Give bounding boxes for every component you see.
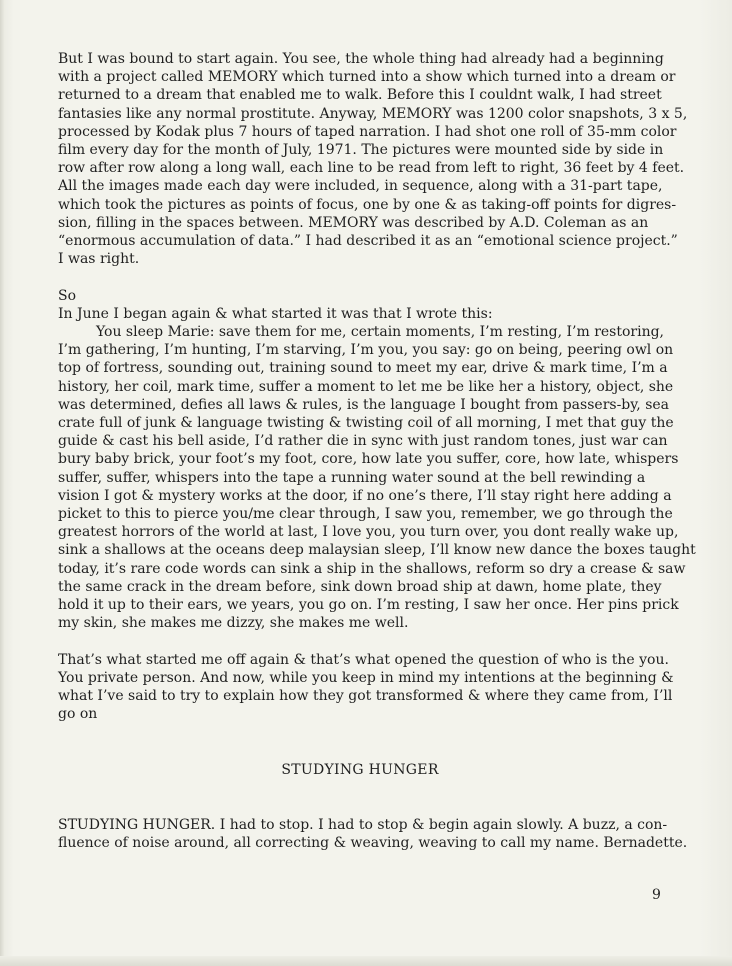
text-line: go on: [58, 706, 98, 723]
text-line: I’m gathering, I’m hunting, I’m starving, I’m you, you say: go on being, peering owl on: [58, 342, 674, 359]
paragraph-gap: [58, 632, 662, 650]
text-line: with a project called MEMORY which turned into a show which turned into a dream or: [58, 69, 676, 86]
text-line: row after row along a long wall, each line to be read from left to right, 36 feet by 4 feet.: [58, 160, 685, 177]
text-line: STUDYING HUNGER. I had to stop. I had to stop & begin again slowly. A buzz, a con-: [58, 817, 668, 833]
paragraph-private-person: [58, 651, 674, 724]
page-bottom-edge: [0, 956, 732, 966]
text-line: sink a shallows at the oceans deep malaysian sleep, I’ll know new dance the boxes taught: [58, 542, 696, 559]
text-line: That’s what started me off again & that’s what opened the question of who is the you.: [58, 651, 669, 668]
page-number: 9: [652, 887, 661, 903]
text-line: But I was bound to start again. You see, the whole thing had already had a beginning: [58, 51, 664, 67]
poem-paragraph: [58, 323, 696, 632]
text-line: guide & cast his bell aside, I’d rather die in sync with just random tones, just war can: [58, 433, 668, 450]
page-left-edge: [0, 0, 5, 966]
text-line: greatest horrors of the world at last, I love you, you turn over, you dont really wake up,: [58, 524, 679, 541]
text-line: You sleep Marie: save them for me, certain moments, I’m resting, I’m restoring,: [96, 324, 665, 341]
text-line: film every day for the month of July, 1971. The pictures were mounted side by side in: [58, 142, 664, 159]
text-line: suffer, suffer, whispers into the tape a running water sound at the bell rewinding a: [58, 469, 646, 486]
intro-line: In June I began again & what started it was that I wrote this:: [58, 305, 493, 322]
body-text: [58, 50, 696, 723]
so-line: So: [58, 287, 77, 304]
text-line: crate full of junk & language twisting & twisting coil of all morning, I met that guy the: [58, 415, 674, 432]
text-line: All the images made each day were included, in sequence, along with a 31-part tape,: [58, 178, 663, 195]
paragraph-memory: [58, 50, 688, 268]
text-line: bury baby brick, your foot’s my foot, core, how late you suffer, core, how late, whispers: [58, 451, 679, 468]
text-line: today, it’s rare code words can sink a ship in the shallows, reform so dry a crease & saw: [58, 560, 686, 577]
text-line: what I’ve said to try to explain how they got transformed & where they came from, I’ll: [58, 688, 673, 705]
text-line: history, her coil, mark time, suffer a moment to let me be like her a history, object, she: [58, 378, 674, 395]
paragraph-gap: [58, 268, 662, 286]
paragraph-studying-hunger: [58, 816, 688, 852]
text-line: which took the pictures as points of focus, one by one & as taking-off points for digres-: [58, 196, 677, 213]
text-line: returned to a dream that enabled me to walk. Before this I couldnt walk, I had street: [58, 87, 662, 104]
text-line: picket to this to pierce you/me clear through, I saw you, remember, we go through the: [58, 506, 673, 523]
text-line: You private person. And now, while you keep in mind my intentions at the beginning &: [58, 669, 674, 686]
text-line: top of fortress, sounding out, training sound to meet my ear, drive & mark time, I’m a: [58, 360, 668, 377]
text-line: fluence of noise around, all correcting & weaving, weaving to call my name. Bernadette.: [58, 835, 688, 852]
text-line: sion, filling in the spaces between. MEMORY was described by A.D. Coleman as an: [58, 214, 649, 231]
section-heading: STUDYING HUNGER: [281, 762, 439, 778]
text-line: vision I got & mystery works at the door, if no one’s there, I’ll stay right here adding a: [58, 487, 672, 504]
text-line: “enormous accumulation of data.” I had described it as an “emotional science project.”: [58, 233, 678, 250]
text-line: fantasies like any normal prostitute. Anyway, MEMORY was 1200 color snapshots, 3 x 5,: [58, 105, 688, 122]
text-line: I was right.: [58, 251, 140, 268]
text-line: my skin, she makes me dizzy, she makes me well.: [58, 615, 409, 632]
text-line: hold it up to their ears, we years, you go on. I’m resting, I saw her once. Her pins prick: [58, 597, 679, 614]
text-line: was determined, defies all laws & rules, is the language I bought from passers-by, sea: [58, 396, 670, 413]
text-line: processed by Kodak plus 7 hours of taped narration. I had shot one roll of 35-mm color: [58, 123, 677, 140]
text-line: the same crack in the dream before, sink down broad ship at dawn, home plate, they: [58, 578, 662, 595]
